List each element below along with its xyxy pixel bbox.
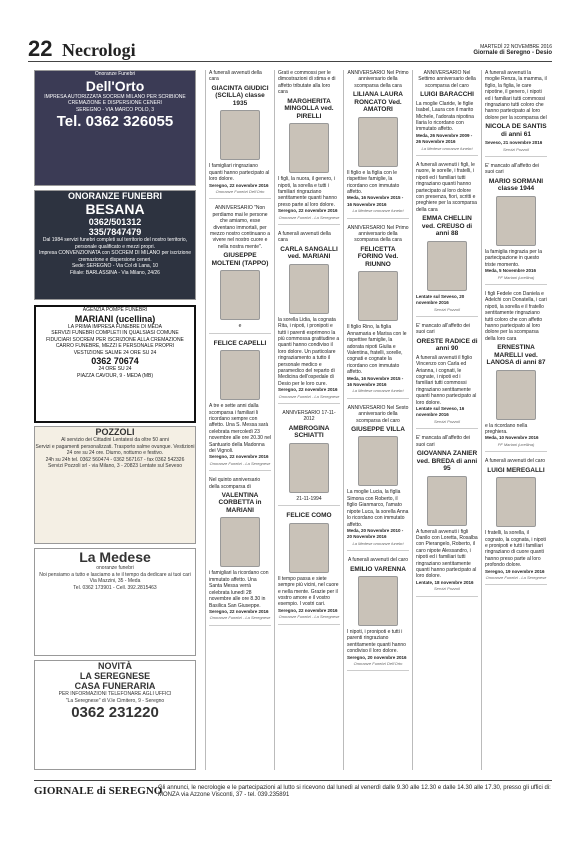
ad-addr: Via Mazzini, 35 - Meda [89, 578, 141, 584]
ann-place: Seregno, 20 novembre 2016 [347, 654, 407, 660]
footer-brand: GIORNALE di SEREGNO [34, 785, 163, 797]
ann-name: FELICE CAPELLI [213, 339, 267, 347]
ann-agency: Servizi Pozzoli [502, 146, 529, 152]
ad-tel: 0362 70674 [91, 356, 139, 366]
announcement [347, 225, 409, 399]
portrait-photo [496, 196, 536, 246]
announcement [278, 70, 340, 225]
ann-text: ANNIVERSARIO Nel Settimo anniversario della scomparsa del caro [418, 70, 476, 89]
ad-text: Servizi e pagamenti personalizzati. Trasporto salme ovunque. Vestizioni 24 ore su 24 ore. Diurno, notturno e festivo. [35, 443, 195, 456]
ann-text: A funerali avvenuti la moglie Renza, la mamma, il figlio, la figlia, le care nipotine, il genero, i nipoti ed i familiari tutti commossi ringraziano tutti coloro che hanno partecipato al loro dolore per la scomparsa del [485, 70, 547, 121]
ann-name: ERNESTINA MARELLI ved. LANOSA di anni 87 [486, 344, 546, 367]
ann-place: Seregno, 19 novembre 2016 [485, 568, 545, 574]
ann-name: AMBROGINA SCHIATTI [288, 424, 330, 440]
ann-name: GIUSEPPE VILLA [351, 425, 405, 433]
announcement [278, 231, 340, 404]
ad-conv: Impresa CONVENZIONATA con SOCREM DI MILANO per iscrizione cremazione e dispersione ceneri. [38, 250, 192, 263]
ad-besana [34, 190, 196, 300]
ad-name: LA SEREGNESE [79, 671, 151, 681]
ann-text: Grati e commossi per le dimostrazioni di stima e di affetto tributate alla loro cara [278, 70, 336, 96]
page-footer [34, 780, 552, 804]
ann-agency: PF Mariani (ucellina) [497, 441, 535, 447]
ad-medese [34, 548, 196, 656]
ann-text: E' mancata all'affetto dei suoi cari [416, 435, 471, 448]
announcement [347, 70, 409, 219]
ann-after: A funerali avvenuti il figlio Vincenzo con Carla ed Arianna, i cognati, le cognate, i nipoti ed i familiari tutti commossi ringraziano sentitamente quanti hanno partecipato al loro dolore. [416, 354, 477, 406]
ann-agency: PF Mariani (ucellina) [497, 274, 535, 280]
section-title: Necrologi [62, 40, 136, 60]
ad-mariani [34, 305, 196, 423]
ad-addr: SEREGNO - VIA MARCO POLO, 3 [75, 106, 155, 113]
ad-addr: "La Seregnese" di V.le Cimitero, 9 - Seregno [65, 697, 165, 704]
portrait-photo [220, 350, 260, 400]
ad-sub: LA PRIMA IMPRESA FUNEBRE DI MEDA [68, 323, 162, 330]
portrait-photo [220, 270, 260, 320]
ann-name: GIACINTA GIUDICI (SCILLA) classe 1935 [211, 84, 269, 107]
ad-name: Dell'Orto [85, 77, 145, 94]
column-3 [343, 70, 409, 770]
ann-place: Meda, 16 Novembre 2015 - 16 Novembre 2016 [347, 375, 404, 387]
ann-name: EMMA CHELLIN ved. CREUSO di anni 88 [421, 215, 473, 238]
portrait-photo [427, 241, 467, 291]
ann-place: Seregno, 22 novembre 2016 [209, 454, 269, 460]
ann-place: Meda, 26 Novembre 2009 - 26 Novembre 2016 [416, 132, 473, 145]
ann-agency: Onoranze Funebri - La Seregnese [485, 575, 547, 581]
ad-filiale: Filiale: BARLASSINA - Via Milano, 24/26 [70, 269, 160, 276]
portrait-photo [427, 476, 467, 526]
announcement [416, 435, 478, 596]
announcement [485, 70, 547, 157]
page-header [28, 38, 552, 62]
ann-text: ANNIVERSARIO Nel Primo anniversario della scomparsa della cara [347, 70, 409, 89]
portrait-photo [358, 271, 398, 321]
ann-after: la famiglia ringrazia per la partecipazione in questo triste momento. [485, 248, 542, 268]
ann-name: MARGHERITA MINGOLLA ved. PIRELLI [284, 97, 334, 120]
ann-name: LILIANA LAURA RONCATO Ved. AMATORI [353, 91, 403, 114]
ann-agency: Servizi Pozzoli [433, 418, 460, 424]
announcement [347, 405, 409, 551]
ad-item: FIDUCIARI SOCREM PER ISCRIZIONE ALLA CREMAZIONE [46, 336, 184, 343]
ann-text: ANNIVERSARIO "Non perdiamo mai le persone che amiamo, esse diventano immortali, per mezzo nostro continuano a vivere nel nostro cuore e nella nostra mente". [209, 205, 271, 250]
page-number: 22 [28, 36, 53, 61]
ad-tel: Tel. 0362 173901 - Cell. 392.2815463 [73, 584, 157, 591]
ann-after: i famigliari la ricordano con immutato affetto. Una Santa Messa verrà celebrata lunedì 28 novembre alle ore 8.30 in Basilica San Giuseppe. [209, 570, 269, 609]
ann-place: Meda, 10 Novembre 2016 [485, 435, 539, 441]
ann-agency: La Medese onoranze funebri [352, 540, 404, 546]
ann-name: FELICE COMO [286, 512, 332, 520]
announcement [416, 323, 478, 429]
ad-tel-mobile: 335/7847479 [88, 227, 142, 237]
announcement [485, 291, 547, 452]
ad-tel: 24h su 24h tel. 0362 560474 - 0362 567167 - fax 0362 542326 [45, 456, 185, 463]
ann-place: Meda, 20 Novembre 2010 - 20 Novembre 2016 [347, 527, 404, 540]
portrait-photo [358, 436, 398, 486]
portrait-photo [358, 576, 398, 626]
ann-name: EMILIO VARENNA [350, 565, 406, 573]
ad-sede: Sede: SEREGNO - Via Col di Lana, 10 [71, 263, 159, 269]
ad-name: POZZOLI [95, 427, 135, 437]
portrait-photo [220, 110, 260, 160]
announcement [416, 162, 478, 317]
ad-text: Noi pensiamo a tutto e lasciamo a te il tempo da dedicare ai tuoi cari [39, 571, 191, 578]
announcement [278, 512, 340, 624]
ann-after: La moglie Lucia, la figlia Simona con Roberto, il figlio Gianmarco, l'amato nipote Luca, la sorella Anna lo ricordano con immutato affetto. [347, 489, 409, 528]
ann-agency: Onoranze Funebri - La Seregnese [209, 615, 271, 621]
ann-text: E' mancato all'affetto dei suoi cari [485, 163, 540, 176]
column-5 [481, 70, 547, 770]
ann-name: FELICETTA FORINO Ved. RIUNNO [357, 245, 399, 268]
ann-name: NICOLA DE SANTIS di anni 61 [485, 123, 547, 138]
ann-after: 21-11-1994 [296, 495, 322, 502]
ann-text: E' mancato all'affetto dei suoi cari [416, 322, 471, 336]
ann-text: A funerali avvenuti della cara [278, 230, 331, 244]
ad-tel: 0362/501312 [88, 217, 142, 227]
ad-tel: 0362 231220 [71, 704, 159, 721]
ann-after: La moglie Claride, le figlie Isabel, Laura con il marito Michele, l'adorata nipotina Ilaria lo ricordano con immutato affetto. [416, 100, 474, 133]
announcement [485, 163, 547, 285]
ad-dellorto [34, 70, 196, 186]
portrait-photo [496, 370, 536, 420]
ann-name: GIUSEPPE MOLTENI (TAPPO) [211, 252, 269, 267]
ad-addr: Servizi Pozzoli srl - via Milano, 3 - 20823 Lentate sul Seveso [48, 463, 182, 469]
portrait-photo [496, 477, 536, 527]
ann-text: A funerali avvenuti i figli, le nuore, le sorelle, i fratelli, i nipoti ed i familiari tutti ringraziano quanti hanno partecipato al loro dolore con presenza, fiori, scritti e preghiere per la scomparsa della cara [416, 161, 477, 213]
ann-agency: Onoranze Funebri - La Seregnese [209, 460, 271, 466]
ann-after: A tre e sette anni dalla scomparsa i familiari li ricordano sempre con affetto. Una S. Messa sarà celebrata mercoledì 23 novembre alle ore 20.30 nel Santuario della Madonna dei Vignoli. [209, 403, 271, 454]
ad-item: VESTIZIONE SALME 24 ORE SU 24 [73, 349, 157, 356]
ad-sub: CASA FUNERARIA [74, 681, 156, 691]
ann-name: ORESTE RADICE di anni 90 [416, 337, 478, 353]
portrait-photo [289, 523, 329, 573]
ann-name: LUIGI MEREGALLI [487, 466, 545, 474]
ann-name: LUIGI BARACCHI [420, 91, 474, 99]
ann-place: Lentate, 18 novembre 2016 [416, 579, 474, 585]
announcement [209, 205, 271, 333]
ad-title: ONORANZE FUNEBRI [68, 191, 162, 201]
ann-place: Seregno, 22 novembre 2016 [278, 387, 338, 393]
ann-after: A funerali avvenuti i figli Danilo con Loretta, Rosalba con Pierangelo, Roberto, il caro nipote Alessandro, i nipoti ed i familiari tutti ringraziano sentitamente quanti hanno partecipato al loro dolore. [416, 528, 478, 580]
ann-agency: La Medese onoranze funebri [352, 388, 404, 394]
ad-name: MARIANI (ucellina) [74, 313, 156, 324]
announcement [209, 70, 271, 199]
issue-date: MARTEDÌ 22 NOVEMBRE 2016 [480, 44, 552, 50]
ann-place: Seregno, 22 novembre 2016 [278, 607, 338, 613]
ann-name: CARLA SANGALLI ved. MARIANI [280, 245, 338, 261]
ann-place: Seregno, 22 novembre 2016 [209, 608, 269, 614]
footer-text: Gli annunci, le necrologie e le partecipazioni al lutto si ricevono dal lunedì al venerdì dalle 9.30 alle 12.30 e dalle 14.30 alle 17.30, presso gli uffici di: MONZA via Azzone Visconti, 37 - tel. 039.235891 [158, 785, 551, 798]
ad-item: CARRO FUNEBRE, MEZZI E PERSONALE PROPRI [55, 343, 175, 349]
ad-slogan: Al servizio dei Cittadini Lentatesi da oltre 50 anni [61, 437, 169, 443]
paper-name: Giornale di Seregno - Desio [473, 50, 552, 56]
ann-place: Meda, 5 Novembre 2016 [485, 268, 537, 274]
ann-after: I nipoti, i pronipoti e tutti i parenti ringraziano sentitamente quanti hanno condiviso il loro dolore. [347, 629, 406, 655]
ann-name: GIOVANNA ZANIER ved. BREDA di anni 95 [416, 450, 478, 473]
announcement [485, 458, 547, 585]
ad-addr: PIAZZA CAVOUR, 9 - MEDA (MB) [76, 372, 154, 379]
ann-after: I figli, la nuora, il genero, i nipoti, la sorella e tutti i familiari ringraziano sentitamente quanti hanno preso parte al loro dolore. [278, 176, 337, 208]
column-1 [205, 70, 271, 770]
ann-agency: Servizi Pozzoli [433, 306, 460, 312]
portrait-photo [289, 443, 329, 493]
ann-after: e [238, 323, 242, 330]
ann-text: A funerali avvenuti del caro [347, 557, 409, 564]
ann-agency: Onoranze Funebri - La Seregnese [278, 393, 340, 399]
ad-info: PER INFORMAZIONI TELEFONARE AGLI UFFICI [58, 691, 172, 697]
ad-title: Onoranze Funebri [94, 71, 136, 77]
ann-agency: Onoranze Funebri Dell'Orto [215, 188, 265, 194]
ann-text: A funerali avvenuti della cara [209, 70, 262, 83]
ann-name: VALENTINA CORBETTA in MARIANI [218, 491, 262, 514]
ad-hours: 24 ORE SU 24 [98, 366, 132, 372]
ad-name: La Medese [79, 549, 151, 565]
ann-after: la sorella Lidia, la cognata Rita, i nipoti, i pronipoti e tutti i parenti esprimono la più commossa gratitudine a quanti hanno condiviso il loro dolore. Un particolare ringraziamento a tutto il personale medico e paramedico del reparto di Medicina dell'ospedale di Desio per le loro cure. [278, 316, 340, 387]
ad-tag: NOVITÀ [97, 661, 132, 671]
ad-name: BESANA [85, 201, 145, 217]
ann-agency: Onoranze Funebri - La Seregnese [278, 614, 340, 620]
ad-title: AGENZIA POMPE FUNEBRI [82, 307, 148, 313]
ann-place: Meda, 16 Novembre 2015 - 16 Novembre 2016 [347, 195, 404, 207]
portrait-photo [289, 123, 329, 173]
ann-after: Il tempo passa e siete sempre più vicini, nel cuore e nella mente. Grazie per il vostro amore e il vostro esempio. I vostri cari. [278, 575, 339, 608]
ann-agency: Onoranze Funebri - La Seregnese [278, 214, 340, 220]
ann-agency: La Medese onoranze funebri [352, 208, 404, 214]
announcement [416, 70, 478, 156]
ann-place: Seveso, 21 novembre 2016 [485, 140, 543, 146]
ann-agency: Servizi Pozzoli [433, 586, 460, 592]
ann-place: Lentate sul Seveso, 16 novembre 2016 [416, 406, 465, 418]
portrait-photo [358, 117, 398, 167]
ad-line: IMPRESA AUTORIZZATA SOCREM MILANO PER SCRIBIONE CREMAZIONE E DISPERSIONE CENERI [44, 93, 186, 106]
ann-after: Il figlio e la figlia con le rispettive famiglie, la ricordano con immutato affetto. [347, 169, 400, 195]
announcement [209, 340, 271, 472]
ann-after: I famigliari ringraziano quanti hanno partecipato al loro dolore. [209, 163, 270, 183]
ann-after: Il figlio Rino, la figlia Annamaria e Marisa con le rispettive famiglie, la adorata nipoti Giulia e Valentina, fratelli, sorelle, cognati e cognate la ricordano con immutato affetto. [347, 324, 407, 376]
ad-text: Dal 1984 servizi funebri completi sul territorio del nostro territorio, personale qualificato e mezzi propri. [42, 237, 188, 250]
ann-agency: Onoranze Funebri Dell'Orto [353, 661, 403, 667]
announcement [209, 477, 271, 626]
ad-tel: Tel. 0362 326055 [56, 113, 174, 130]
ann-after: I fratelli, la sorella, il cognato, la cognata, i nipoti e pronipoti e tutti i familiari ringraziano di cuore quanti hanno preso parte al loro profondo dolore. [485, 530, 546, 569]
ann-place: Lentate sul Seveso, 20 novembre 2016 [416, 293, 465, 306]
ad-pozzoli [34, 426, 196, 544]
column-4 [412, 70, 478, 770]
portrait-photo [289, 264, 329, 314]
ann-text: ANNIVERSARIO Nel Sesto anniversario della scomparsa del caro [347, 404, 409, 424]
ann-text: I figli Fedele con Daniela e Adelchi con Donatella, i cari nipoti, la sorella e il fratello sentitamente ringraziano tutti coloro che con affetto hanno partecipato al loro dolore per la scomparsa della loro cara [485, 290, 547, 342]
portrait-photo [220, 517, 260, 567]
announcement [347, 557, 409, 671]
ann-agency: La Medese onoranze funebri [421, 145, 473, 151]
announcement [278, 410, 340, 506]
column-2 [274, 70, 340, 770]
ann-text: A funerali avvenuti del caro [485, 458, 546, 465]
ad-sub: onoranze funebri [96, 565, 134, 571]
ann-text: ANNIVERSARIO Nel Primo anniversario della scomparsa della cara [347, 224, 409, 244]
ad-item: SERVIZI FUNEBRI COMPLETI IN QUALSIASI COMUNE [51, 330, 179, 336]
ann-after: e la ricordano nella preghiera. [485, 422, 528, 436]
ann-place: Seregno, 22 novembre 2016 [278, 208, 338, 214]
ann-place: Seregno, 22 novembre 2016 [209, 182, 269, 188]
ann-text: Nel quinto anniversario della scomparsa di [209, 477, 261, 490]
ann-name: MARIO SORMANI classe 1944 [488, 177, 544, 193]
ad-seregnese [34, 660, 196, 770]
ann-text: ANNIVERSARIO 17-11-2012 [282, 410, 336, 423]
